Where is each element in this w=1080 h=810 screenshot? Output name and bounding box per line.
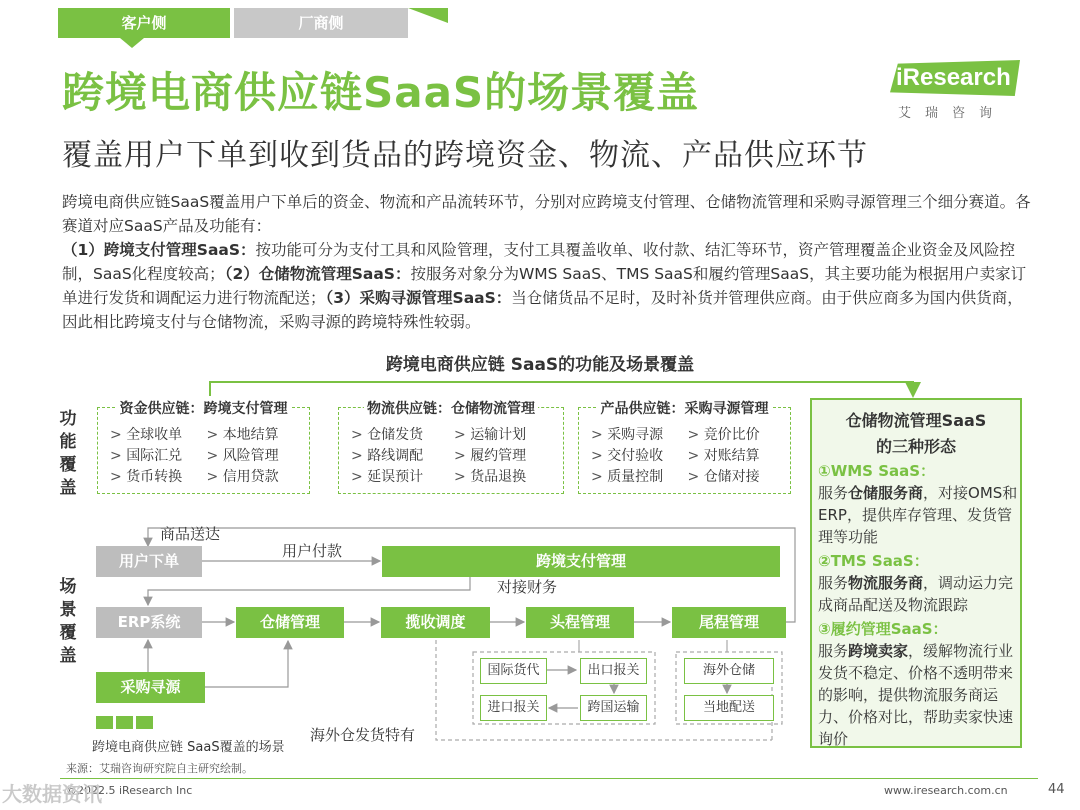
flow-pickup-scheduling: 揽收调度 <box>381 607 490 638</box>
section-3-text: 当仓储货品不足时，及时补货并管理供应商。由于供应商多为国内供货商，因此相比跨境支付与仓储物流，采购寻源的跨境特殊性较弱。 <box>62 289 1023 331</box>
function-item: > 仓储发货 <box>351 426 454 444</box>
function-item: > 货品退换 <box>454 468 557 486</box>
tab-active-notch <box>120 38 144 48</box>
row-label-char: 能 <box>59 432 77 452</box>
legend-swatch <box>96 716 113 729</box>
label-goods-delivered: 商品送达 <box>160 525 221 543</box>
label-user-payment: 用户付款 <box>282 542 343 560</box>
row-label-char: 景 <box>59 600 77 620</box>
flow-sourcing: 采购寻源 <box>96 672 205 703</box>
flow-first-leg: 头程管理 <box>526 607 634 638</box>
side-heading-tms: ②TMS SaaS： <box>818 552 929 570</box>
intro-paragraph <box>62 190 1037 334</box>
section-1-text: 按功能可分为支付工具和风险管理，支付工具覆盖收单、收付款、结汇等环节，资产管理覆盖企业资金及风险控制，SaaS化程度较高； <box>62 241 1016 283</box>
side-box-title <box>812 408 1020 460</box>
watermark-text: 大数据资讯 <box>2 782 102 806</box>
step-import-customs: 进口报关 <box>480 695 547 721</box>
function-item: > 信用贷款 <box>207 468 304 486</box>
section-1-label: （1）跨境支付管理SaaS： <box>62 241 256 259</box>
row-label-char: 覆 <box>59 623 77 643</box>
tab-vendor[interactable]: 厂商侧 <box>234 8 408 38</box>
function-item: > 延误预计 <box>351 468 454 486</box>
row-label-char: 场 <box>59 577 77 597</box>
flow-payment-management: 跨境支付管理 <box>382 546 780 577</box>
legend-swatch <box>116 716 133 729</box>
function-item: > 运输计划 <box>454 426 557 444</box>
logo-cn-text: 艾瑞咨询 <box>898 106 1007 121</box>
warehouse-saas-forms-box <box>810 398 1022 748</box>
function-item: > 履约管理 <box>454 447 557 465</box>
function-item: > 仓储对接 <box>688 468 785 486</box>
row-label-char: 覆 <box>59 455 77 475</box>
section-2-label: （2）仓储物流管理SaaS： <box>224 265 411 283</box>
section-3-label: （3）采购寻源管理SaaS： <box>325 289 512 307</box>
source-note: 来源：艾瑞咨询研究院自主研究绘制。 <box>66 762 253 775</box>
footer-url[interactable]: www.iresearch.com.cn <box>884 784 1008 797</box>
page-subtitle: 覆盖用户下单到收到货品的跨境资金、物流、产品供应环节 <box>62 138 868 173</box>
step-local-delivery: 当地配送 <box>684 695 774 721</box>
page-title: 跨境电商供应链SaaS的场景覆盖 <box>62 68 700 117</box>
function-box-logistics <box>338 401 564 494</box>
function-item: > 竞价比价 <box>688 426 785 444</box>
function-item: > 对账结算 <box>688 447 785 465</box>
section-2-text: 按服务对象分为WMS SaaS、TMS SaaS和履约管理SaaS，其主要功能为根据用户卖家订单进行发货和调配运力进行物流配送； <box>62 265 1027 307</box>
function-box-sourcing <box>578 401 791 494</box>
function-item: > 全球收单 <box>110 426 207 444</box>
row-label-scene <box>58 576 78 668</box>
copyright-text: ©2022.5 iResearch Inc <box>66 784 193 797</box>
label-finance-docking: 对接财务 <box>497 578 558 596</box>
row-label-char: 盖 <box>59 646 77 666</box>
function-item: > 本地结算 <box>207 426 304 444</box>
step-overseas-warehouse: 海外仓储 <box>684 658 774 684</box>
diagram-title: 跨境电商供应链 SaaS的功能及场景覆盖 <box>385 355 695 375</box>
side-text-fulfillment: 服务跨境卖家，缓解物流行业发货不稳定、价格不透明带来的影响，提供物流服务商运力、价格对比，帮助卖家快速询价 <box>818 642 1014 748</box>
function-item: > 路线调配 <box>351 447 454 465</box>
function-item: > 风险管理 <box>207 447 304 465</box>
side-title-line-2: 的三种形态 <box>875 437 956 456</box>
legend-label: 跨境电商供应链 SaaS覆盖的场景 <box>92 740 285 755</box>
function-box-title: 物流供应链：仓储物流管理 <box>364 401 538 417</box>
step-export-customs: 出口报关 <box>580 658 647 684</box>
flow-last-leg: 尾程管理 <box>672 607 786 638</box>
function-item: > 质量控制 <box>591 468 688 486</box>
row-label-char: 盖 <box>59 478 77 498</box>
tab-arrow-decoration <box>408 8 448 23</box>
side-title-line-1: 仓储物流管理SaaS <box>845 411 987 430</box>
function-box-title: 产品供应链：采购寻源管理 <box>598 401 772 417</box>
function-box-payment <box>97 401 310 494</box>
iresearch-logo <box>890 60 1025 120</box>
side-text-wms: 服务仓储服务商，对接OMS和ERP，提供库存管理、发货管理等功能 <box>818 484 1018 546</box>
page-number: 44 <box>1048 782 1065 797</box>
row-label-char: 功 <box>59 409 77 429</box>
logo-text: iResearch <box>896 64 1011 91</box>
tab-customer[interactable]: 客户侧 <box>58 8 230 38</box>
function-item: > 货币转换 <box>110 468 207 486</box>
function-box-title: 资金供应链：跨境支付管理 <box>117 401 291 417</box>
flow-erp-system: ERP系统 <box>96 607 202 638</box>
legend-swatch <box>136 716 153 729</box>
flow-user-order: 用户下单 <box>96 546 202 577</box>
overseas-warehouse-note: 海外仓发货特有 <box>310 726 416 744</box>
flow-warehouse-management: 仓储管理 <box>236 607 344 638</box>
side-heading-fulfillment: ③履约管理SaaS： <box>818 620 948 638</box>
row-label-function <box>58 408 78 500</box>
step-cross-border-transport: 跨国运输 <box>580 695 647 721</box>
function-item: > 采购寻源 <box>591 426 688 444</box>
function-item: > 交付验收 <box>591 447 688 465</box>
footer-divider <box>60 778 1038 779</box>
side-text-tms: 服务物流服务商，调动运力完成商品配送及物流跟踪 <box>818 574 1014 614</box>
side-heading-wms: ①WMS SaaS： <box>818 462 936 480</box>
function-item: > 国际汇兑 <box>110 447 207 465</box>
step-freight-forwarder: 国际货代 <box>480 658 547 684</box>
intro-sections <box>62 238 1037 334</box>
intro-line-1: 跨境电商供应链SaaS覆盖用户下单后的资金、物流和产品流转环节，分别对应跨境支付管理、仓储物流管理和采购寻源管理三个细分赛道。各赛道对应SaaS产品及功能有： <box>62 193 1031 235</box>
